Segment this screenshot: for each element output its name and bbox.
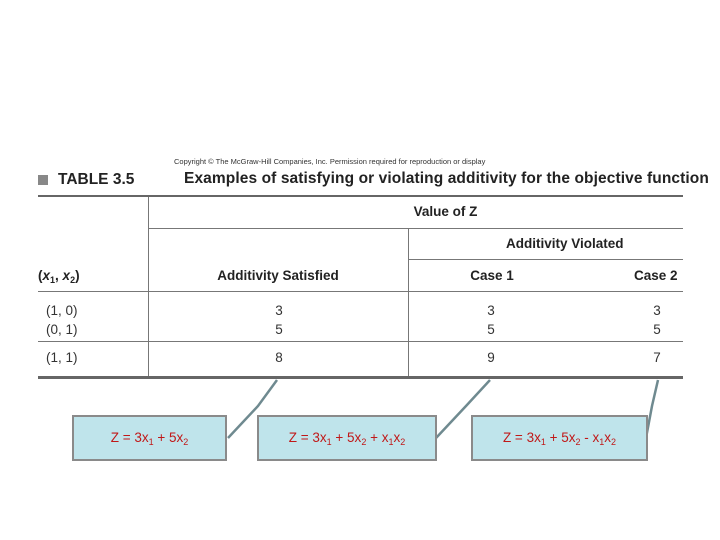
header-additivity-violated: Additivity Violated: [506, 236, 624, 251]
formula-box-satisfied: [72, 415, 227, 461]
header-case-1: Case 1: [470, 268, 514, 283]
table-cell-satisfied: 3: [275, 303, 283, 318]
table-row-x: (1, 0): [46, 303, 78, 318]
table-cell-case2: 7: [653, 350, 661, 365]
formula-text: $Z = 3x_1 + 5x_2 + x_1x_2$: [288, 429, 406, 447]
header-x-pair: ($x_1$, $x_2$): [38, 268, 80, 285]
table-title: Examples of satisfying or violating additivity for the objective function: [184, 170, 709, 187]
copyright-notice: Copyright © The McGraw-Hill Companies, Inc. Permission required for reproduction or display: [174, 157, 486, 166]
table-cell-satisfied: 5: [275, 322, 283, 337]
table-cell-case1: 9: [487, 350, 495, 365]
header-additivity-satisfied: Additivity Satisfied: [217, 268, 339, 283]
formula-text: $Z = 3x_1 + 5x_2 - x_1x_2$: [502, 429, 617, 447]
formula-box-case-1: [257, 415, 437, 461]
table-cell-case1: 3: [487, 303, 495, 318]
table-cell-case2: 5: [653, 322, 661, 337]
header-case-2: Case 2: [634, 268, 678, 283]
header-value-of-z: Value of Z: [413, 204, 478, 219]
table-cell-case1: 5: [487, 322, 495, 337]
table-row-x: (1, 1): [46, 350, 78, 365]
formula-box-case-2: [471, 415, 648, 461]
formula-text: $Z = 3x_1 + 5x_2$: [110, 429, 189, 447]
table-label: TABLE 3.5: [58, 171, 135, 188]
table-cell-satisfied: 8: [275, 350, 283, 365]
table-row-x: (0, 1): [46, 322, 78, 337]
table-cell-case2: 3: [653, 303, 661, 318]
